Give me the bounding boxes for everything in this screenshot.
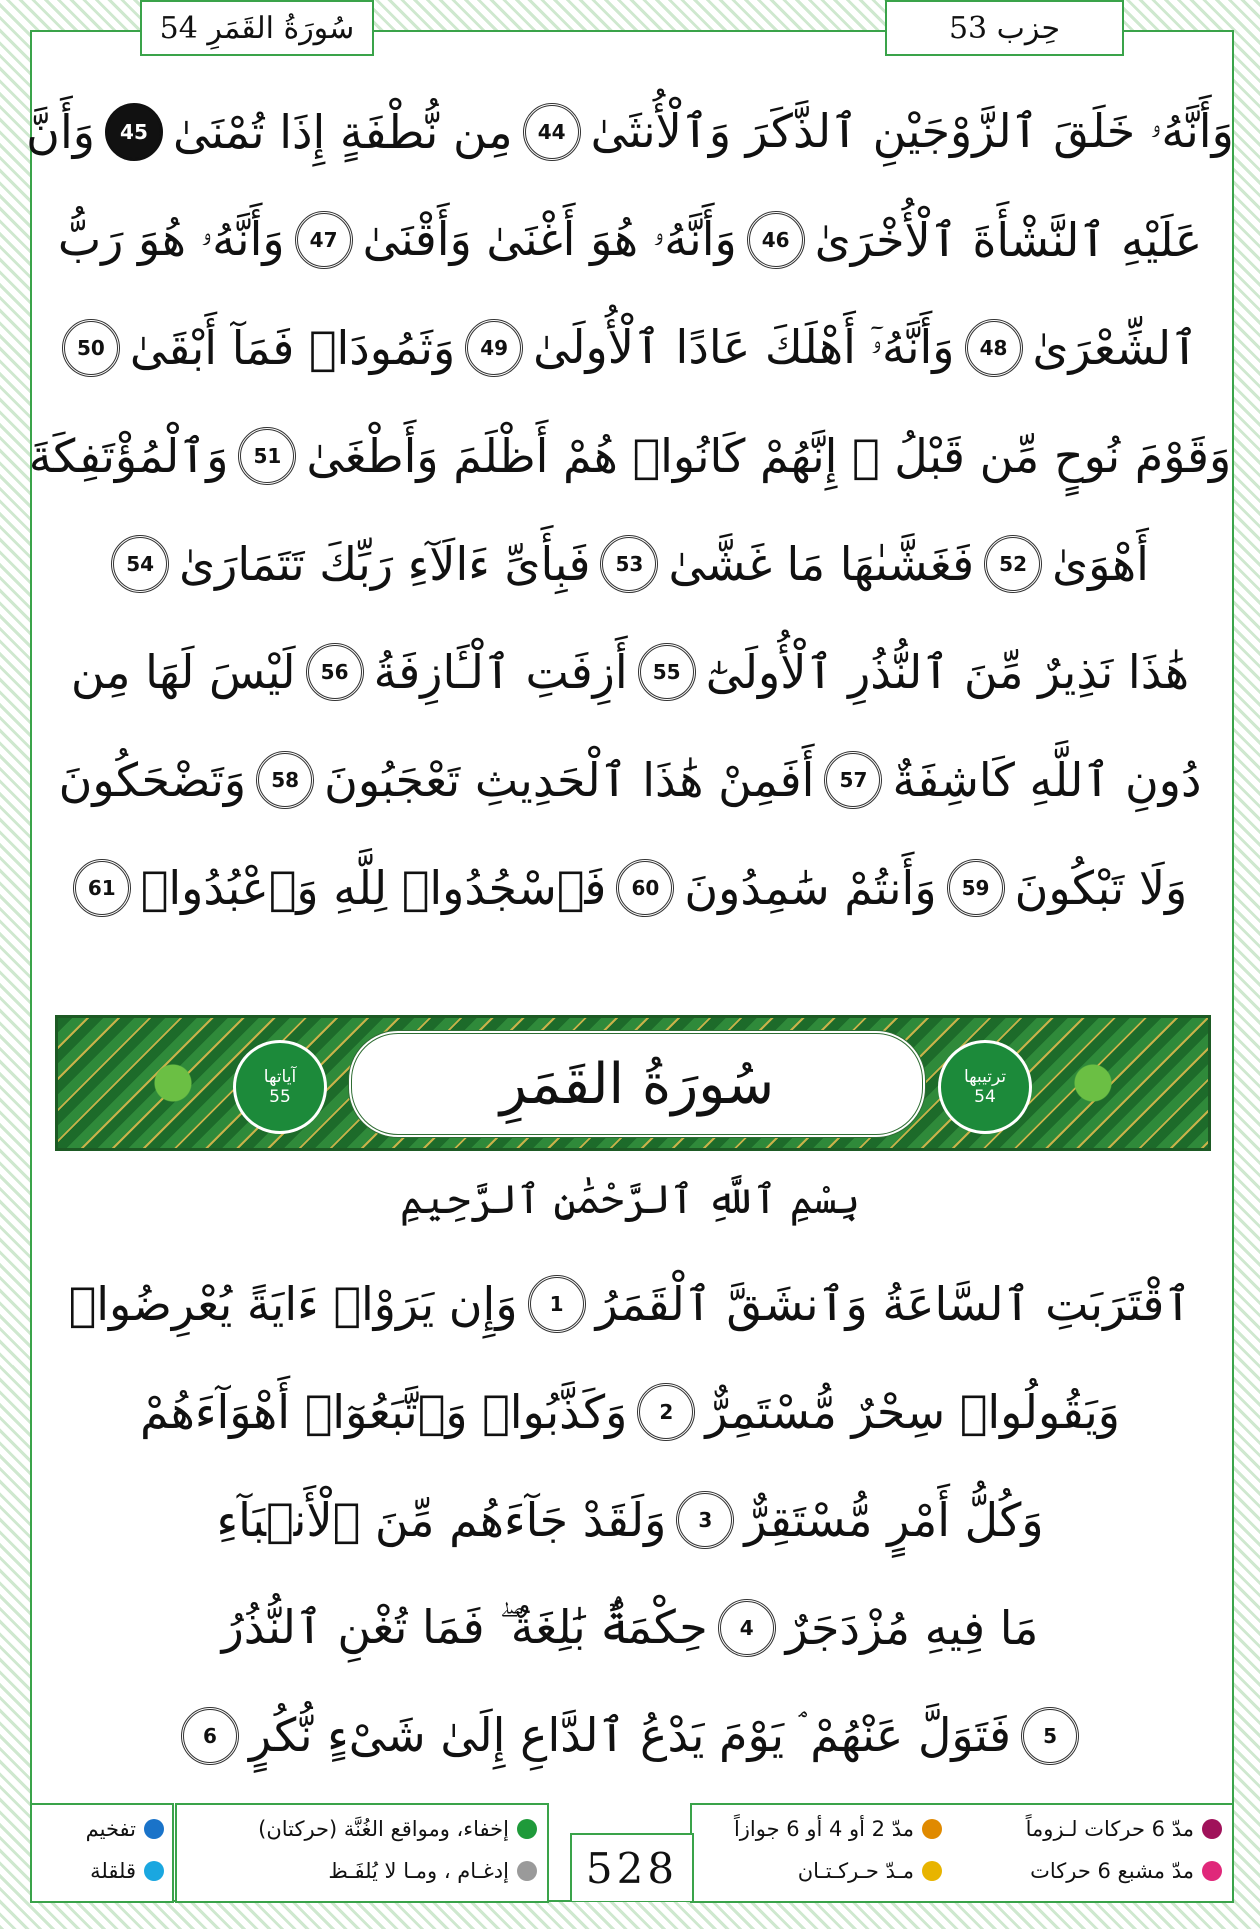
ayah-number-marker: 61 [73, 859, 131, 917]
verse-text: دُونِ ٱللَّهِ كَاشِفَةٌ [892, 753, 1202, 807]
ayah-number-marker: 53 [600, 535, 658, 593]
legend-label: إخفاء، ومواقع الغُنَّة (حركتان) [258, 1817, 509, 1841]
legend-item [734, 1817, 942, 1841]
verse-text: عَلَيْهِ ٱلنَّشْأَةَ ٱلْأُخْرَىٰ [814, 213, 1203, 267]
verse-text: فَتَوَلَّ عَنْهُمْ ۘ يَوْمَ يَدْعُ ٱلدَّاعِ إِلَىٰ شَىْءٍ نُّكُرٍ [248, 1708, 1012, 1762]
ayah-number-marker: 45 [105, 103, 163, 161]
verse-line [60, 294, 1200, 402]
legend-label: مدّ 2 أو 4 أو 6 جوازاً [733, 1817, 914, 1841]
legend-color-dot [922, 1861, 942, 1881]
legend-tafkhim-qalqala [30, 1803, 174, 1903]
verse-text: فَغَشَّىٰهَا مَا غَشَّىٰ [668, 537, 975, 591]
legend-color-dot [144, 1861, 164, 1881]
ayah-number-marker: 56 [306, 643, 364, 701]
legend-item [90, 1859, 164, 1883]
verse-count-value: 55 [269, 1087, 291, 1107]
verse-line [60, 726, 1200, 834]
basmala [60, 1160, 1200, 1240]
verse-line [60, 510, 1200, 618]
legend-item [1026, 1817, 1222, 1841]
verse-line [60, 834, 1200, 942]
verse-text: فَبِأَىِّ ءَالَآءِ رَبِّكَ تَتَمَارَىٰ [179, 537, 591, 591]
ayah-number-marker: 54 [111, 535, 169, 593]
verse-text: وَلَقَدْ جَآءَهُم مِّنَ ٱلْأَنۢبَآءِ [216, 1493, 667, 1547]
surah-name-label: 54 سُورَةُ القَمَرِ [159, 10, 355, 46]
ayah-number-marker: 55 [638, 643, 696, 701]
verse-text: وَأَنتُمْ سَٰمِدُونَ [684, 861, 937, 915]
surah-order-value: 54 [974, 1087, 996, 1107]
verse-text: وَكَذَّبُوا۟ وَٱتَّبَعُوٓا۟ أَهْوَآءَهُمْ [140, 1385, 628, 1439]
verse-line [28, 402, 1232, 510]
verse-line [26, 78, 1234, 186]
ayah-number-marker: 6 [181, 1707, 239, 1765]
legend-label: قلقلة [90, 1859, 136, 1883]
verse-text: لَيْسَ لَهَا مِن [70, 645, 296, 699]
legend-label: تفخيم [85, 1817, 136, 1841]
verse-text: وَأَنَّهُۥٓ أَهْلَكَ عَادًا ٱلْأُولَىٰ [533, 320, 955, 374]
ayah-number-marker: 52 [984, 535, 1042, 593]
ayah-number-marker: 48 [965, 319, 1023, 377]
verse-text: فَٱسْجُدُوا۟ لِلَّهِ وَٱعْبُدُوا۟ [140, 861, 607, 915]
legend-madd [690, 1803, 1234, 1903]
ayah-number-marker: 46 [747, 211, 805, 269]
legend-color-dot [144, 1819, 164, 1839]
verse-text: أَزِفَتِ ٱلْـَٔازِفَةُ [373, 645, 628, 699]
verse-text: وَكُلُّ أَمْرٍ مُّسْتَقِرٌّ [744, 1493, 1044, 1547]
verse-text: وَأَنَّهُۥ خَلَقَ ٱلزَّوْجَيْنِ ٱلذَّكَرَ وَٱلْأُنثَىٰ [590, 104, 1234, 158]
ayah-number-marker: 58 [256, 751, 314, 809]
ayah-number-marker: 59 [947, 859, 1005, 917]
surah-order-label: ترتيبها [963, 1066, 1007, 1087]
verse-text: مِن نُّطْفَةٍ إِذَا تُمْنَىٰ [172, 105, 513, 159]
surah-title: سُورَةُ القَمَرِ [499, 1051, 775, 1117]
legend-item [1030, 1859, 1222, 1883]
ayah-number-marker: 57 [824, 751, 882, 809]
legend-item [798, 1859, 942, 1883]
surah-title-frame [348, 1030, 926, 1138]
verse-text: وَأَنَّهُۥ هُوَ رَبُّ [57, 212, 285, 266]
legend-label: إدغـام ، ومـا لا يُلفَـظ [328, 1859, 509, 1883]
basmala-text: بِسْمِ ٱللَّهِ ٱلرَّحْمَٰنِ ٱلرَّحِيمِ [399, 1177, 861, 1223]
verse-line [57, 186, 1203, 294]
verse-line [60, 1682, 1200, 1790]
legend-ikhfa-idgham [175, 1803, 549, 1903]
ayah-number-marker: 49 [465, 319, 523, 377]
ayah-number-marker: 3 [676, 1491, 734, 1549]
hizb-label: حِزب 53 [948, 10, 1061, 46]
verse-text: حِكْمَةٌۢ بَٰلِغَةٌ ۖ فَمَا تُغْنِ ٱلنُّذُرُ [221, 1600, 708, 1654]
verse-text: وَٱلْمُؤْتَفِكَةَ [28, 429, 229, 483]
ayah-number-marker: 50 [62, 319, 120, 377]
verse-text: مَا فِيهِ مُزْدَجَرٌ [785, 1601, 1039, 1655]
legend-label: مدّ 6 حركات لـزوماً [1025, 1817, 1194, 1841]
hizb-header [885, 0, 1124, 56]
verse-text: هَٰذَا نَذِيرٌ مِّنَ ٱلنُّذُرِ ٱلْأُولَىٰٓ [705, 645, 1190, 699]
verse-line [60, 1574, 1200, 1682]
legend-color-dot [1202, 1819, 1222, 1839]
verse-count-label: آياتها [263, 1066, 297, 1087]
legend-item [258, 1817, 537, 1841]
tajweed-legend-footer [30, 1795, 1230, 1899]
ayah-number-marker: 60 [616, 859, 674, 917]
legend-color-dot [517, 1819, 537, 1839]
legend-color-dot [1202, 1861, 1222, 1881]
legend-color-dot [517, 1861, 537, 1881]
verse-text: وَإِن يَرَوْا۟ ءَايَةً يُعْرِضُوا۟ [68, 1277, 518, 1331]
verse-text: وَلَا تَبْكُونَ [1014, 861, 1188, 915]
ayah-number-marker: 5 [1021, 1707, 1079, 1765]
verse-line [60, 618, 1200, 726]
verse-text: أَفَمِنْ هَٰذَا ٱلْحَدِيثِ تَعْجَبُونَ [324, 753, 815, 807]
legend-color-dot [922, 1819, 942, 1839]
verse-line [60, 1250, 1200, 1358]
verse-text: وَيَقُولُوا۟ سِحْرٌ مُّسْتَمِرٌّ [705, 1385, 1120, 1439]
verse-text: وَتَضْحَكُونَ [58, 753, 247, 807]
verse-text: وَقَوْمَ نُوحٍ مِّن قَبْلُ ۖ إِنَّهُمْ كَانُوا۟ هُمْ أَظْلَمَ وَأَطْغَىٰ [306, 429, 1232, 483]
verse-count-badge [233, 1040, 327, 1134]
verse-text: وَثَمُودَا۟ فَمَآ أَبْقَىٰ [129, 321, 456, 375]
ayah-number-marker: 47 [295, 211, 353, 269]
surah-order-badge [938, 1040, 1032, 1134]
legend-item [86, 1817, 164, 1841]
ayah-number-marker: 2 [637, 1383, 695, 1441]
verse-text: وَأَنَّهُۥ هُوَ أَغْنَىٰ وَأَقْنَىٰ [362, 212, 737, 266]
ayah-number-marker: 1 [528, 1275, 586, 1333]
verse-text: أَهْوَىٰ [1052, 537, 1149, 591]
legend-item [328, 1859, 537, 1883]
legend-label: مـدّ حـركـتـان [797, 1859, 914, 1883]
surah-name-header [140, 0, 374, 56]
qamar-verses [60, 1250, 1200, 1790]
surah-banner [55, 1015, 1211, 1151]
ayah-number-marker: 4 [718, 1599, 776, 1657]
verse-text: وَأَنَّ [26, 105, 95, 159]
verse-text: ٱقْتَرَبَتِ ٱلسَّاعَةُ وَٱنشَقَّ ٱلْقَمَرُ [595, 1277, 1192, 1331]
najm-verses [26, 78, 1234, 942]
page-number [570, 1833, 694, 1901]
ayah-number-marker: 51 [238, 427, 296, 485]
ayah-number-marker: 44 [523, 103, 581, 161]
verse-line [60, 1466, 1200, 1574]
page-number-text: 528 [585, 1843, 679, 1893]
legend-label: مدّ مشبع 6 حركات [1030, 1859, 1194, 1883]
verse-line [60, 1358, 1200, 1466]
verse-text: ٱلشِّعْرَىٰ [1032, 321, 1199, 375]
